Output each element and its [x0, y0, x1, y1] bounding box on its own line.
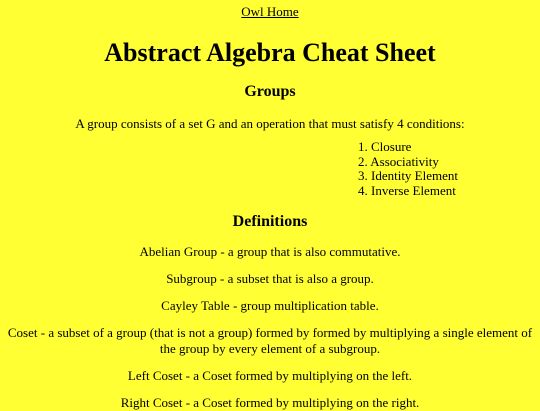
groups-intro-text: A group consists of a set G and an operation that must satisfy 4 conditions:	[75, 116, 465, 131]
definition-left-coset: Left Coset - a Coset formed by multiplying on the left.	[127, 368, 413, 383]
definitions-heading: Definitions	[232, 213, 308, 230]
groups-heading: Groups	[244, 83, 296, 100]
definition-coset: Coset - a subset of a group (that is not a group) formed by formed by multiplying a single element of the group by every element of a subgroup.	[7, 325, 533, 356]
definition-cayley-table: Cayley Table - group multiplication table.	[161, 298, 379, 313]
condition-item-closure: 1. Closure	[358, 139, 412, 154]
definition-right-coset: Right Coset - a Coset formed by multiplying on the right.	[120, 395, 420, 410]
condition-item-identity-element: 3. Identity Element	[358, 168, 459, 183]
definition-abelian-group: Abelian Group - a group that is also commutative.	[139, 244, 401, 259]
page-title: Abstract Algebra Cheat Sheet	[104, 38, 436, 67]
condition-item-associativity: 2. Associativity	[358, 153, 439, 169]
definition-subgroup: Subgroup - a subset that is also a group.	[166, 271, 374, 286]
group-conditions-list	[358, 140, 528, 198]
condition-item-inverse-element: 4. Inverse Element	[358, 182, 456, 198]
owl-home-link[interactable]: Owl Home	[241, 4, 299, 19]
